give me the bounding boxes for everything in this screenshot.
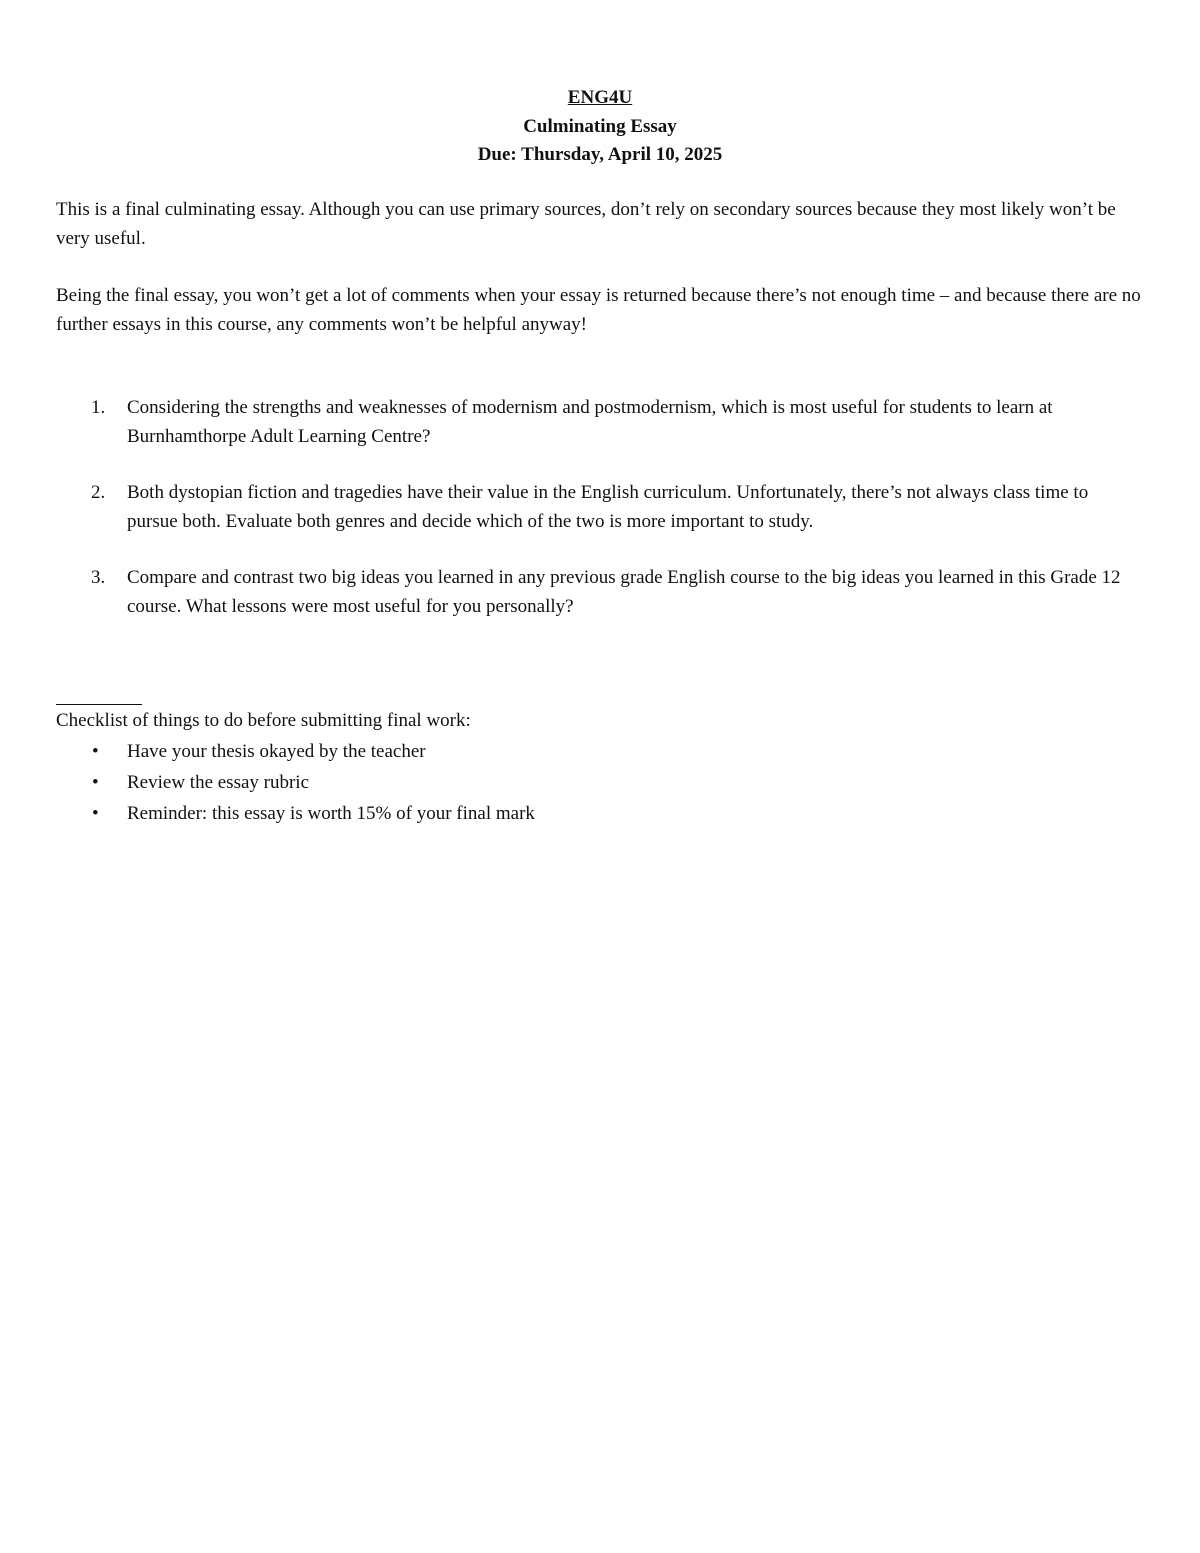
essay-question — [0, 479, 1137, 536]
question-number: 1. — [91, 397, 106, 418]
essay-questions-list — [0, 394, 1200, 649]
checklist-item-text: Have your thesis okayed by the teacher — [127, 741, 426, 762]
footnote-divider — [56, 704, 142, 705]
checklist-item-text: Review the essay rubric — [127, 772, 310, 793]
checklist-title: Checklist of things to do before submitting final work: — [56, 710, 471, 731]
assignment-title: Culminating Essay — [523, 115, 677, 137]
question-text: Both dystopian fiction and tragedies have their value in the English curriculum. Unfortunately, there’s not always class time to pursue both. Evaluate both genres and decide which of the two is more important to study. — [127, 482, 1089, 532]
due-date: Due: Thursday, April 10, 2025 — [477, 144, 723, 165]
checklist — [0, 736, 535, 829]
bullet-icon: • — [92, 803, 99, 824]
course-code: ENG4U — [567, 87, 633, 108]
question-text: Compare and contrast two big ideas you learned in any previous grade English course to the big ideas you learned in this Grade 12 course. What lessons were most useful for you personally? — [127, 567, 1121, 617]
intro-paragraph-2: Being the final essay, you won’t get a lot of comments when your essay is returned because there’s not enough time – and because there are no further essays in this course, any comments won’t be helpful anyway! — [56, 285, 1141, 335]
question-number: 2. — [91, 482, 106, 503]
checklist-item — [0, 767, 535, 798]
essay-question — [0, 394, 1137, 451]
checklist-item — [0, 798, 535, 829]
bullet-icon: • — [92, 741, 99, 762]
checklist-item — [0, 736, 535, 767]
essay-question — [0, 564, 1137, 621]
question-text: Considering the strengths and weaknesses of modernism and postmodernism, which is most useful for students to learn at Burnhamthorpe Adult Learning Centre? — [127, 397, 1053, 447]
intro-paragraph-1: This is a final culminating essay. Although you can use primary sources, don’t rely on secondary sources because they most likely won’t be very useful. — [56, 199, 1116, 249]
bullet-icon: • — [92, 772, 99, 793]
document-header — [0, 84, 1200, 170]
question-number: 3. — [91, 567, 106, 588]
checklist-item-text: Reminder: this essay is worth 15% of your final mark — [127, 803, 535, 824]
